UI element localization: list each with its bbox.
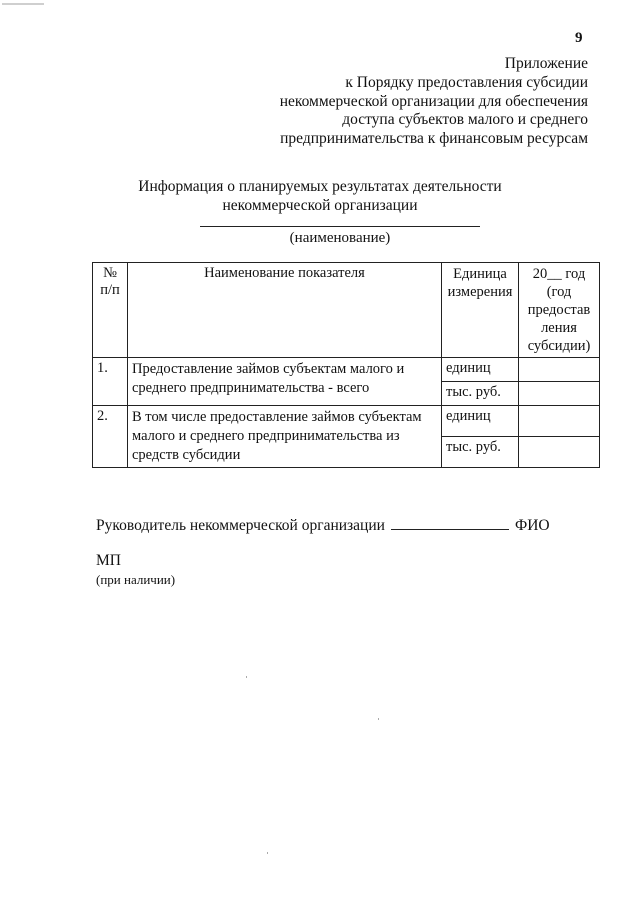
row-indicator-name: В том числе предоставление займов субъектам малого и среднего предпринимательства из средств субсидии bbox=[128, 406, 442, 468]
scan-speck bbox=[246, 676, 247, 678]
organization-name-caption: (наименование) bbox=[289, 230, 391, 246]
stamp-label: МП bbox=[96, 552, 121, 569]
unit-cell: единиц bbox=[442, 358, 519, 382]
header-no: № п/п bbox=[93, 263, 128, 358]
unit-cell: единиц bbox=[442, 406, 519, 437]
value-cell[interactable] bbox=[519, 358, 600, 382]
organization-name-line bbox=[200, 226, 480, 227]
row-number: 2. bbox=[93, 406, 128, 468]
signature-block bbox=[96, 515, 550, 535]
indicators-table bbox=[92, 262, 600, 468]
header-year: 20__ год (год предостав ления субсидии) bbox=[519, 263, 600, 358]
appendix-line: некоммерческой организации для обеспечения bbox=[279, 92, 588, 110]
scan-speck bbox=[267, 852, 268, 854]
value-cell[interactable] bbox=[519, 382, 600, 406]
appendix-line: к Порядку предоставления субсидии bbox=[345, 73, 588, 91]
scan-speck bbox=[378, 718, 379, 720]
table-header-row bbox=[93, 263, 600, 358]
stamp-note: (при наличии) bbox=[96, 572, 176, 587]
unit-cell: тыс. руб. bbox=[442, 382, 519, 406]
appendix-header bbox=[280, 55, 588, 149]
title-line-2: некоммерческой организации bbox=[222, 197, 418, 214]
signature-label: Руководитель некоммерческой организации bbox=[96, 517, 385, 534]
row-number: 1. bbox=[93, 358, 128, 406]
header-unit: Единица измерения bbox=[442, 263, 519, 358]
signature-fio: ФИО bbox=[514, 517, 550, 534]
appendix-line: Приложение bbox=[504, 55, 588, 72]
document-title bbox=[0, 177, 640, 215]
page-number: 9 bbox=[575, 30, 583, 46]
top-edge-mark bbox=[2, 3, 44, 5]
value-cell[interactable] bbox=[519, 406, 600, 437]
row-indicator-name: Предоставление займов субъектам малого и среднего предпринимательства - всего bbox=[128, 358, 442, 406]
unit-cell: тыс. руб. bbox=[442, 437, 519, 468]
table-row bbox=[93, 406, 600, 437]
table-row bbox=[93, 358, 600, 382]
header-name: Наименование показателя bbox=[128, 263, 442, 358]
value-cell[interactable] bbox=[519, 437, 600, 468]
title-line-1: Информация о планируемых результатах деятельности bbox=[138, 178, 502, 195]
appendix-line: доступа субъектов малого и среднего bbox=[342, 111, 588, 129]
appendix-line: предпринимательства к финансовым ресурсам bbox=[280, 130, 588, 148]
signature-line[interactable] bbox=[391, 515, 509, 530]
